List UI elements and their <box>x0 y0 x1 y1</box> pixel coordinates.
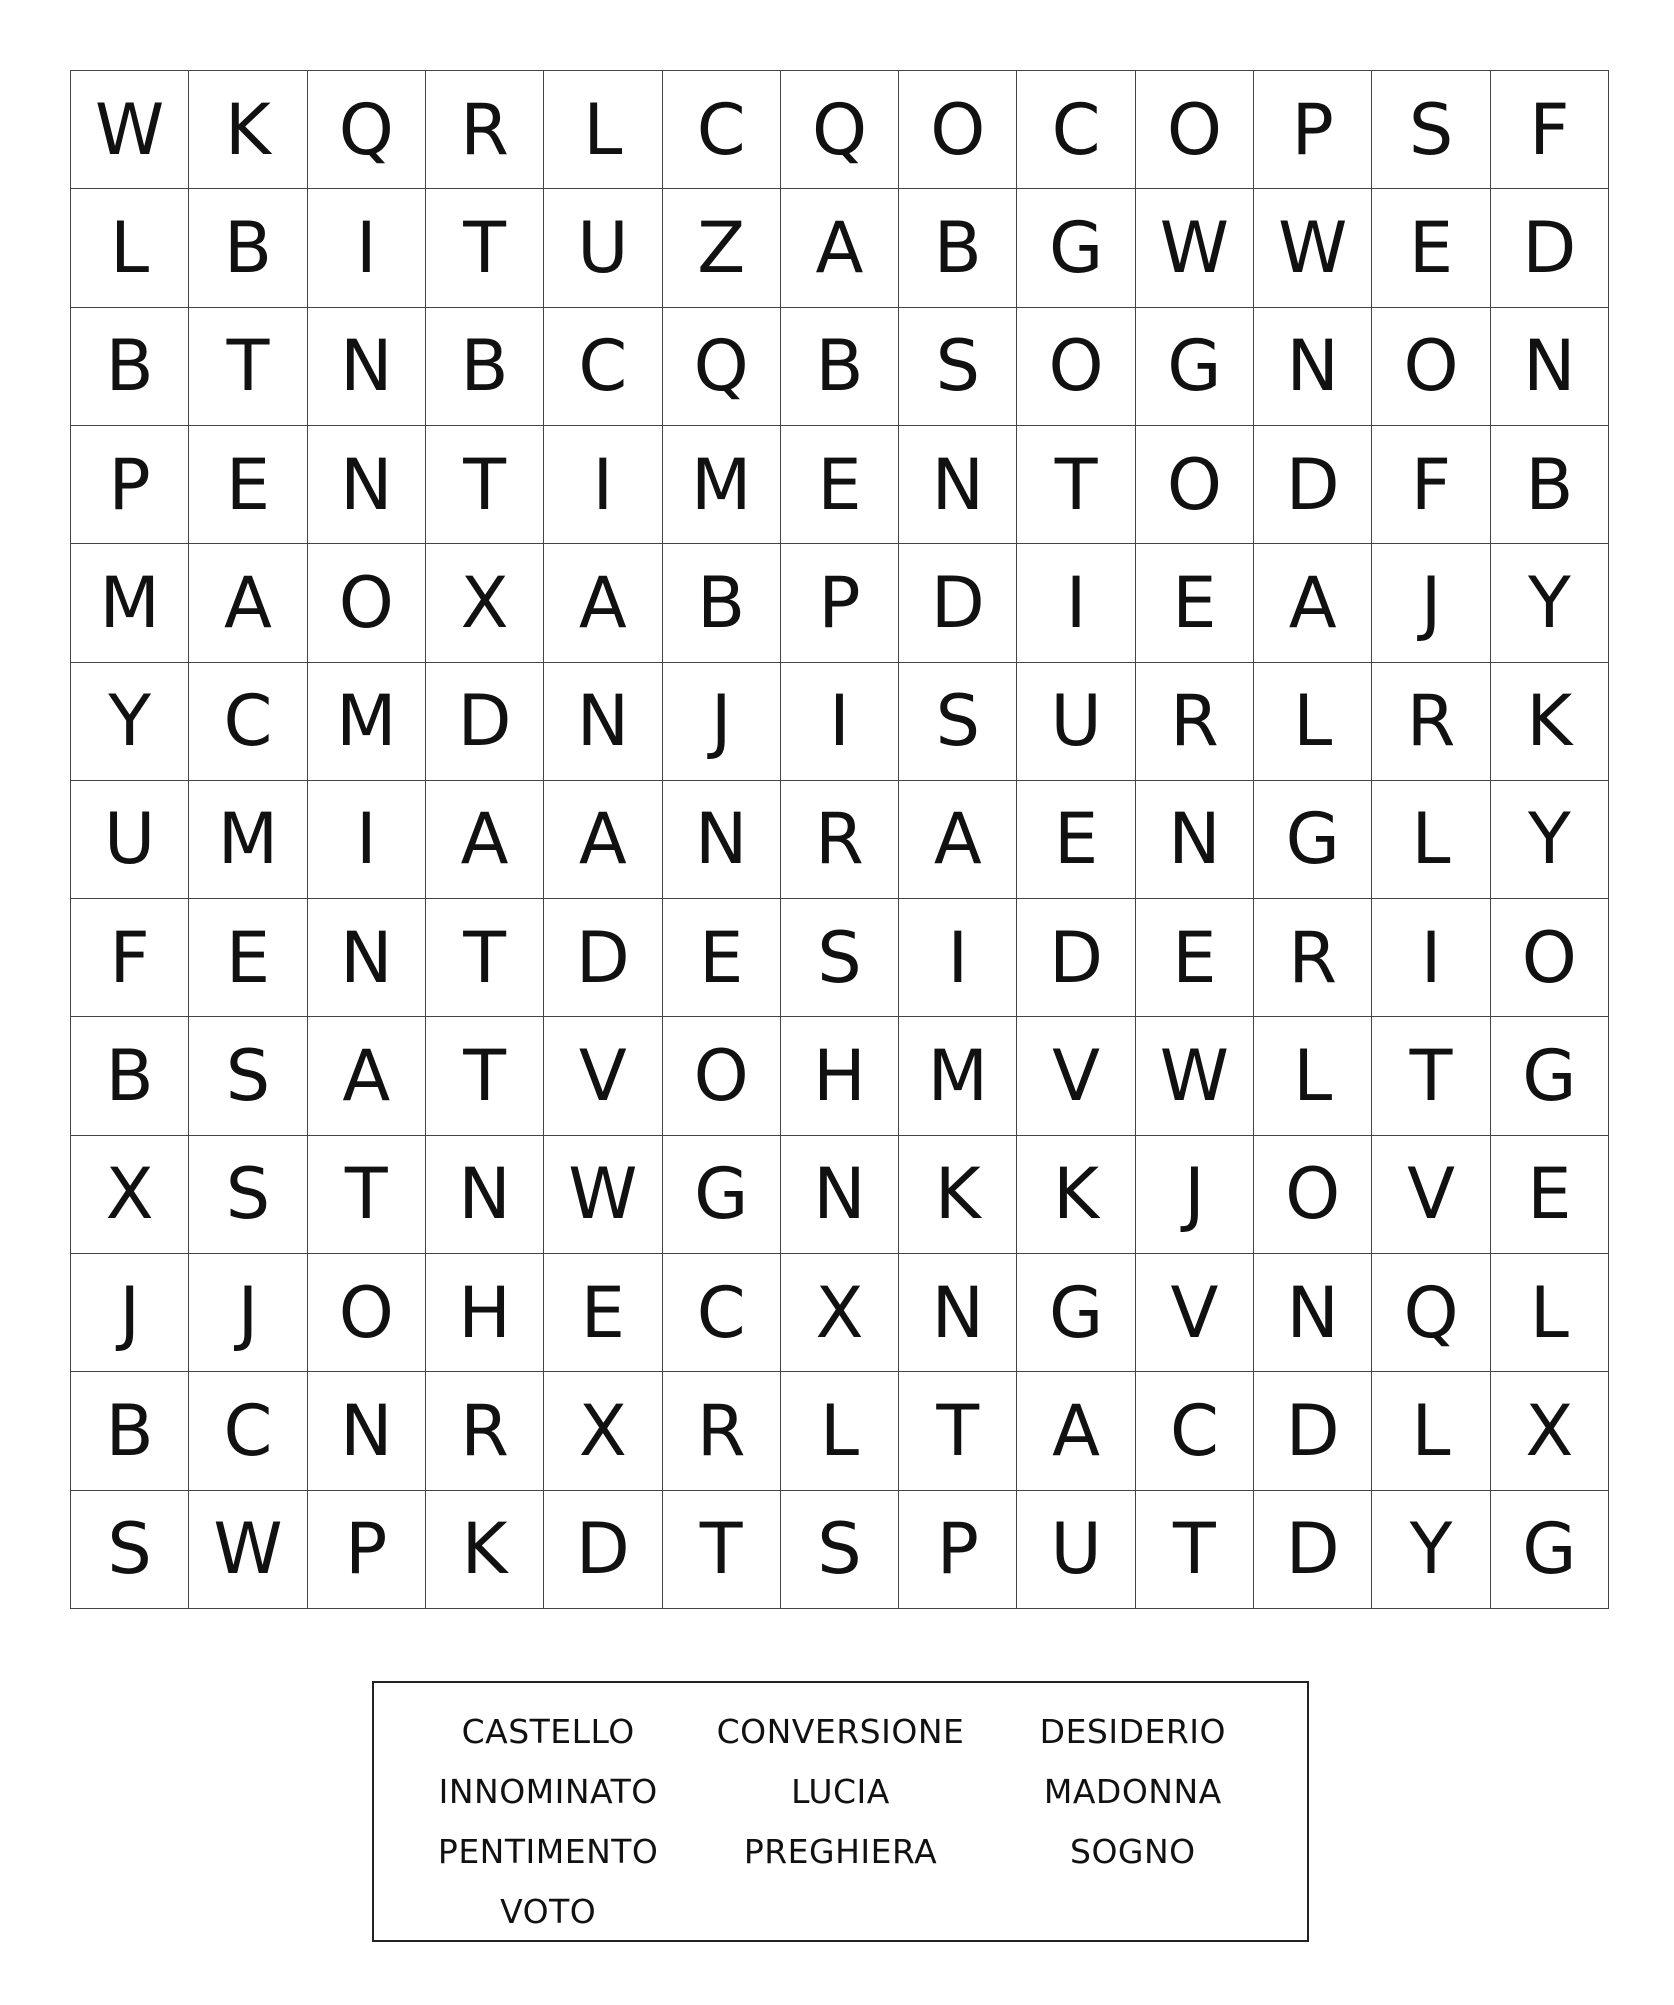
grid-cell[interactable]: V <box>1136 1254 1254 1372</box>
grid-cell[interactable]: N <box>663 781 781 899</box>
grid-cell[interactable]: E <box>1372 189 1490 307</box>
grid-cell[interactable]: V <box>544 1017 662 1135</box>
grid-cell[interactable]: W <box>1254 189 1372 307</box>
grid-cell[interactable]: W <box>1136 189 1254 307</box>
grid-cell[interactable]: N <box>1254 1254 1372 1372</box>
grid-cell[interactable]: S <box>899 663 1017 781</box>
grid-cell[interactable]: N <box>426 1136 544 1254</box>
grid-cell[interactable]: I <box>544 426 662 544</box>
grid-cell[interactable]: N <box>544 663 662 781</box>
grid-cell[interactable]: A <box>1017 1372 1135 1490</box>
grid-cell[interactable]: J <box>1372 544 1490 662</box>
grid-cell[interactable]: N <box>308 1372 426 1490</box>
grid-cell[interactable]: T <box>899 1372 1017 1490</box>
grid-cell[interactable]: X <box>71 1136 189 1254</box>
grid-cell[interactable]: A <box>189 544 307 662</box>
grid-cell[interactable]: O <box>308 1254 426 1372</box>
grid-cell[interactable]: S <box>189 1017 307 1135</box>
grid-cell[interactable]: R <box>781 781 899 899</box>
grid-cell[interactable]: N <box>308 308 426 426</box>
grid-cell[interactable]: K <box>899 1136 1017 1254</box>
grid-cell[interactable]: K <box>426 1491 544 1609</box>
grid-cell[interactable]: G <box>1017 1254 1135 1372</box>
grid-cell[interactable]: M <box>308 663 426 781</box>
grid-cell[interactable]: G <box>663 1136 781 1254</box>
grid-cell[interactable]: M <box>663 426 781 544</box>
grid-cell[interactable]: R <box>1372 663 1490 781</box>
grid-cell[interactable]: E <box>781 426 899 544</box>
word-list-item: DESIDERIO <box>1039 1711 1226 1751</box>
grid-cell[interactable]: U <box>71 781 189 899</box>
grid-cell[interactable]: S <box>781 899 899 1017</box>
grid-cell[interactable]: D <box>1017 899 1135 1017</box>
grid-cell[interactable]: B <box>781 308 899 426</box>
grid-cell[interactable]: B <box>426 308 544 426</box>
grid-cell[interactable]: M <box>899 1017 1017 1135</box>
grid-cell[interactable]: W <box>71 71 189 189</box>
grid-cell[interactable]: T <box>308 1136 426 1254</box>
grid-cell[interactable]: R <box>426 71 544 189</box>
grid-cell[interactable]: D <box>899 544 1017 662</box>
word-list-item: MADONNA <box>1043 1771 1222 1811</box>
grid-cell[interactable]: K <box>189 71 307 189</box>
grid-cell[interactable]: C <box>663 71 781 189</box>
grid-cell[interactable]: N <box>308 426 426 544</box>
grid-cell[interactable]: C <box>1136 1372 1254 1490</box>
grid-cell[interactable]: Y <box>1491 781 1609 899</box>
grid-cell[interactable]: A <box>1254 544 1372 662</box>
grid-cell[interactable]: G <box>1491 1017 1609 1135</box>
grid-cell[interactable]: Y <box>1491 544 1609 662</box>
grid-cell[interactable]: Q <box>308 71 426 189</box>
grid-cell[interactable]: T <box>426 426 544 544</box>
grid-cell[interactable]: G <box>1491 1491 1609 1609</box>
grid-cell[interactable]: J <box>189 1254 307 1372</box>
grid-cell[interactable]: C <box>189 1372 307 1490</box>
grid-cell[interactable]: D <box>1254 1372 1372 1490</box>
grid-cell[interactable]: X <box>426 544 544 662</box>
grid-cell[interactable]: G <box>1254 781 1372 899</box>
grid-cell[interactable]: E <box>189 899 307 1017</box>
letter-grid <box>70 70 1609 1609</box>
grid-cell[interactable]: A <box>426 781 544 899</box>
grid-cell[interactable]: N <box>1491 308 1609 426</box>
grid-cell[interactable]: E <box>1491 1136 1609 1254</box>
grid-cell[interactable]: D <box>1254 426 1372 544</box>
grid-cell[interactable]: S <box>1372 71 1490 189</box>
grid-cell[interactable]: P <box>781 544 899 662</box>
grid-cell[interactable]: T <box>1136 1491 1254 1609</box>
grid-cell[interactable]: H <box>426 1254 544 1372</box>
grid-cell[interactable]: F <box>1372 426 1490 544</box>
grid-cell[interactable]: I <box>781 663 899 781</box>
grid-cell[interactable]: L <box>1254 663 1372 781</box>
grid-cell[interactable]: D <box>544 899 662 1017</box>
grid-cell[interactable]: N <box>1254 308 1372 426</box>
grid-cell[interactable]: U <box>544 189 662 307</box>
grid-cell[interactable]: H <box>781 1017 899 1135</box>
grid-cell[interactable]: V <box>1372 1136 1490 1254</box>
grid-cell[interactable]: E <box>189 426 307 544</box>
grid-cell[interactable]: V <box>1017 1017 1135 1135</box>
grid-cell[interactable]: X <box>1491 1372 1609 1490</box>
grid-cell[interactable]: D <box>1254 1491 1372 1609</box>
grid-cell[interactable]: E <box>544 1254 662 1372</box>
grid-cell[interactable]: S <box>781 1491 899 1609</box>
grid-cell[interactable]: D <box>426 663 544 781</box>
grid-cell[interactable]: B <box>899 189 1017 307</box>
grid-cell[interactable]: S <box>71 1491 189 1609</box>
grid-cell[interactable]: S <box>189 1136 307 1254</box>
word-list-item: VOTO <box>500 1891 597 1931</box>
grid-cell[interactable]: L <box>1254 1017 1372 1135</box>
grid-cell[interactable]: I <box>1017 544 1135 662</box>
grid-cell[interactable]: G <box>1136 308 1254 426</box>
grid-cell[interactable]: A <box>781 189 899 307</box>
grid-cell[interactable]: W <box>1136 1017 1254 1135</box>
grid-cell[interactable]: B <box>71 1017 189 1135</box>
grid-cell[interactable]: C <box>189 663 307 781</box>
grid-cell[interactable]: O <box>1136 426 1254 544</box>
grid-cell[interactable]: T <box>663 1491 781 1609</box>
grid-cell[interactable]: T <box>1017 426 1135 544</box>
grid-cell[interactable]: K <box>1491 663 1609 781</box>
grid-cell[interactable]: O <box>308 544 426 662</box>
grid-cell[interactable]: B <box>71 308 189 426</box>
grid-cell[interactable]: N <box>899 426 1017 544</box>
word-list-item: INNOMINATO <box>438 1771 658 1811</box>
grid-cell[interactable]: O <box>899 71 1017 189</box>
grid-cell[interactable]: I <box>899 899 1017 1017</box>
grid-cell[interactable]: M <box>71 544 189 662</box>
word-list <box>372 1681 1309 1942</box>
grid-cell[interactable]: B <box>189 189 307 307</box>
grid-cell[interactable]: C <box>1017 71 1135 189</box>
grid-cell[interactable]: X <box>544 1372 662 1490</box>
grid-cell[interactable]: P <box>308 1491 426 1609</box>
grid-cell[interactable]: B <box>663 544 781 662</box>
grid-cell[interactable]: E <box>1136 544 1254 662</box>
grid-cell[interactable]: L <box>1372 781 1490 899</box>
grid-cell[interactable]: U <box>1017 1491 1135 1609</box>
grid-cell[interactable]: P <box>899 1491 1017 1609</box>
grid-cell[interactable]: D <box>544 1491 662 1609</box>
grid-cell[interactable]: L <box>544 71 662 189</box>
grid-cell[interactable]: J <box>71 1254 189 1372</box>
grid-cell[interactable]: E <box>1017 781 1135 899</box>
grid-cell[interactable]: L <box>1372 1372 1490 1490</box>
grid-cell[interactable]: Z <box>663 189 781 307</box>
grid-cell[interactable]: P <box>1254 71 1372 189</box>
grid-cell[interactable]: K <box>1017 1136 1135 1254</box>
word-list-item: LUCIA <box>791 1771 890 1811</box>
grid-cell[interactable]: B <box>71 1372 189 1490</box>
grid-cell[interactable]: I <box>1372 899 1490 1017</box>
grid-cell[interactable]: I <box>308 781 426 899</box>
grid-cell[interactable]: R <box>663 1372 781 1490</box>
grid-cell[interactable]: R <box>426 1372 544 1490</box>
grid-cell[interactable]: E <box>1136 899 1254 1017</box>
grid-cell[interactable]: I <box>308 189 426 307</box>
word-list-item: PREGHIERA <box>743 1831 938 1871</box>
grid-cell[interactable]: C <box>544 308 662 426</box>
word-list-item: CASTELLO <box>461 1711 635 1751</box>
grid-cell[interactable]: W <box>189 1491 307 1609</box>
grid-cell[interactable]: B <box>1491 426 1609 544</box>
grid-cell[interactable]: T <box>426 189 544 307</box>
grid-cell[interactable]: J <box>663 663 781 781</box>
grid-cell[interactable]: O <box>1254 1136 1372 1254</box>
grid-cell[interactable]: L <box>1491 1254 1609 1372</box>
grid-cell[interactable]: Q <box>781 71 899 189</box>
grid-cell[interactable]: O <box>663 1017 781 1135</box>
grid-cell[interactable]: T <box>189 308 307 426</box>
grid-cell[interactable]: N <box>308 899 426 1017</box>
grid-cell[interactable]: L <box>71 189 189 307</box>
grid-cell[interactable]: D <box>1491 189 1609 307</box>
grid-cell[interactable]: A <box>544 544 662 662</box>
grid-cell[interactable]: T <box>1372 1017 1490 1135</box>
word-list-item: CONVERSIONE <box>716 1711 965 1751</box>
grid-cell[interactable]: N <box>781 1136 899 1254</box>
grid-cell[interactable]: N <box>1136 781 1254 899</box>
word-list-item: PENTIMENTO <box>437 1831 659 1871</box>
grid-cell[interactable]: O <box>1017 308 1135 426</box>
grid-cell[interactable]: E <box>663 899 781 1017</box>
grid-cell[interactable]: L <box>781 1372 899 1490</box>
grid-cell[interactable]: M <box>189 781 307 899</box>
grid-cell[interactable]: X <box>781 1254 899 1372</box>
grid-cell[interactable]: F <box>1491 71 1609 189</box>
grid-cell[interactable]: O <box>1372 308 1490 426</box>
word-list-item: SOGNO <box>1070 1831 1196 1871</box>
grid-cell[interactable]: C <box>663 1254 781 1372</box>
grid-cell[interactable]: A <box>308 1017 426 1135</box>
grid-cell[interactable]: A <box>899 781 1017 899</box>
grid-cell[interactable]: Y <box>71 663 189 781</box>
grid-cell[interactable]: P <box>71 426 189 544</box>
grid-cell[interactable]: R <box>1254 899 1372 1017</box>
grid-cell[interactable]: T <box>426 1017 544 1135</box>
grid-cell[interactable]: W <box>544 1136 662 1254</box>
grid-cell[interactable]: T <box>426 899 544 1017</box>
grid-cell[interactable]: J <box>1136 1136 1254 1254</box>
grid-cell[interactable]: Y <box>1372 1491 1490 1609</box>
grid-cell[interactable]: S <box>899 308 1017 426</box>
grid-cell[interactable]: G <box>1017 189 1135 307</box>
grid-cell[interactable]: R <box>1136 663 1254 781</box>
grid-cell[interactable]: Q <box>663 308 781 426</box>
grid-cell[interactable]: N <box>899 1254 1017 1372</box>
grid-cell[interactable]: U <box>1017 663 1135 781</box>
grid-cell[interactable]: O <box>1136 71 1254 189</box>
grid-cell[interactable]: O <box>1491 899 1609 1017</box>
grid-cell[interactable]: F <box>71 899 189 1017</box>
grid-cell[interactable]: Q <box>1372 1254 1490 1372</box>
grid-cell[interactable]: A <box>544 781 662 899</box>
